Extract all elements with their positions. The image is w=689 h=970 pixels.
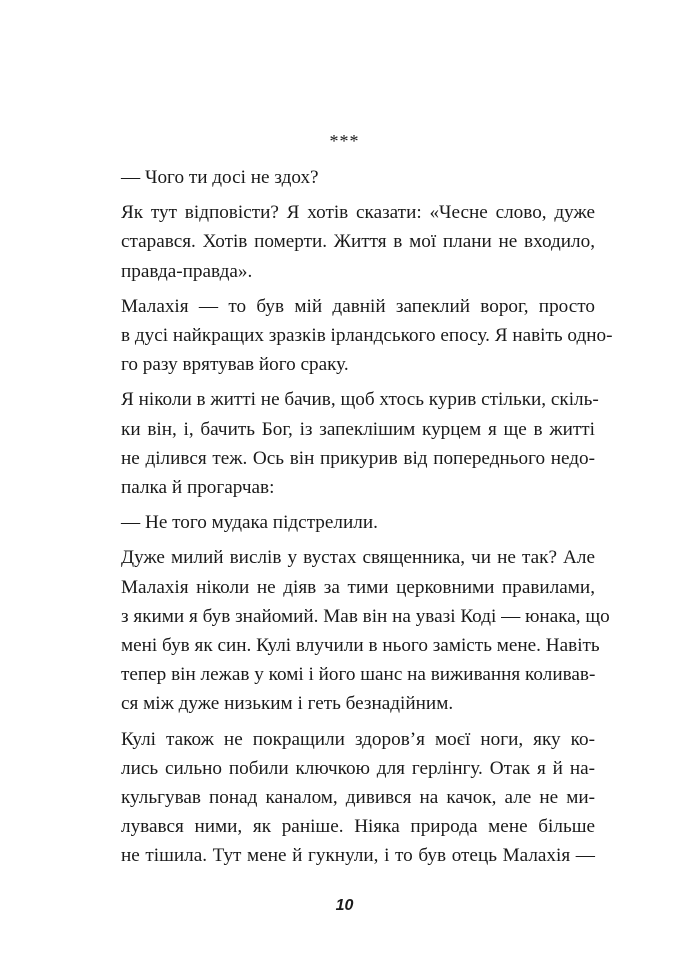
text-line: в дусі найкращих зразків ірландського епосу. Я навіть одно-	[121, 325, 613, 347]
paragraph-5	[119, 508, 595, 537]
text-line: старався. Хотів померти. Життя в мої плани не входило,	[121, 231, 595, 253]
text-line: Як тут відповісти? Я хотів сказати: «Чесне слово, дуже	[121, 202, 595, 224]
text-line: тепер він лежав у комі і його шанс на виживання коливав-	[121, 664, 596, 686]
text-line: кульгував понад каналом, дивився на качок, але не ми-	[121, 787, 595, 809]
text-line: го разу врятував його сраку.	[121, 354, 349, 376]
text-line: ся між дуже низьким і геть безнадійним.	[121, 693, 454, 715]
paragraph-2	[119, 198, 595, 286]
paragraph-6	[119, 543, 610, 718]
text-line: лись сильно побили ключкою для герлінгу. Отак я й на-	[121, 757, 595, 779]
text-line: не тішила. Тут мене й гукнули, і то був отець Малахія —	[121, 845, 595, 867]
page-number: 10	[335, 897, 354, 914]
paragraph-3	[119, 292, 613, 380]
text-line: Малахія — то був мій давній запеклий ворог, просто	[121, 295, 595, 317]
text-line: Кулі також не покращили здоров’я моєї ноги, яку ко-	[121, 728, 595, 750]
text-line: ки він, і, бачить Бог, із запеклішим курцем я ще в житті	[121, 418, 595, 440]
text-line: Я ніколи в житті не бачив, щоб хтось курив стільки, скіль-	[121, 389, 599, 411]
paragraph-7	[119, 725, 595, 871]
text-line: лувався ними, як раніше. Ніяка природа мене більше	[121, 816, 595, 838]
text-line: не ділився теж. Ось він прикурив від попереднього недо-	[121, 447, 595, 469]
section-separator: ***	[329, 131, 360, 151]
text-line: з якими я був знайомий. Мав він на увазі Коді — юнака, що	[121, 605, 610, 627]
text-line: — Не того мудака підстрелили.	[121, 512, 378, 534]
text-line: правда-правда».	[121, 260, 253, 282]
text-line: Дуже милий вислів у вустах священника, чи не так? Але	[121, 547, 595, 569]
body-text	[119, 163, 613, 877]
text-line: палка й прогарчав:	[121, 477, 275, 499]
paragraph-1	[119, 163, 595, 192]
paragraph-4	[119, 385, 599, 502]
text-line: Малахія ніколи не діяв за тими церковними правилами,	[121, 576, 595, 598]
text-line: — Чого ти досі не здох?	[121, 167, 319, 188]
text-line: мені був як син. Кулі влучили в нього замість мене. Навіть	[121, 635, 600, 657]
